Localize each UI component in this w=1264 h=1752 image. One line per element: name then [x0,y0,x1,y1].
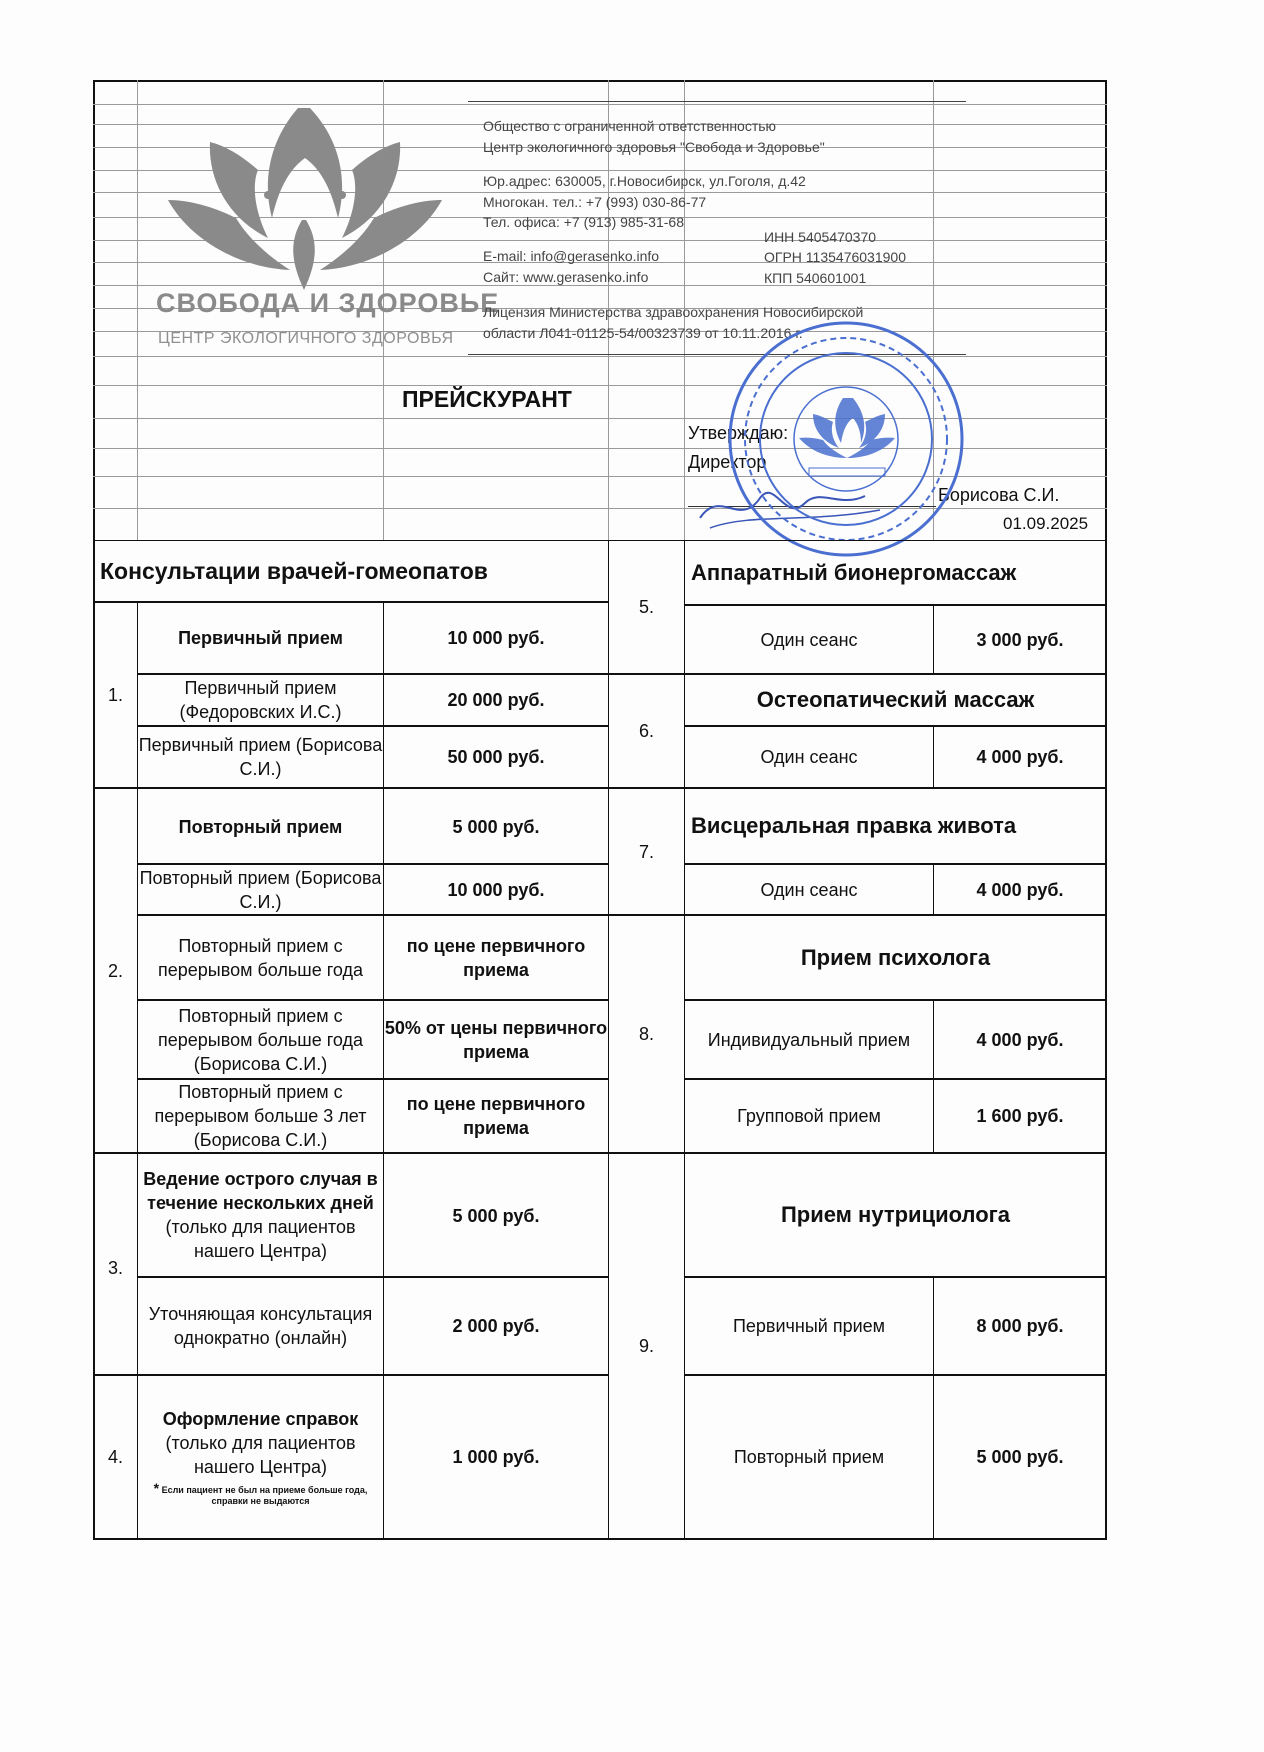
page-title: ПРЕЙСКУРАНТ [402,386,572,412]
logo-title: СВОБОДА И ЗДОРОВЬЕ [156,288,500,318]
section-title: Висцеральная правка живота [684,788,1107,864]
service-name: Повторный прием [137,788,384,864]
service-price: 10 000 руб. [383,864,609,915]
service-price: 3 000 руб. [933,605,1107,674]
service-name: Один сеанс [684,864,934,915]
service-name: Первичный прием (Федоровских И.С.) [137,674,384,726]
footnote [138,1479,383,1507]
org-license-2: области Л041-01125-54/00323739 от 10.11.2016 г. [483,325,803,341]
row-number: 6. [608,674,685,788]
org-inn: ИНН 5405470370 [764,229,877,245]
service-name-note: (только для пациентов нашего Центра) [165,1433,356,1477]
org-line-1: Общество с ограниченной ответственностью [483,118,777,134]
service-name: Повторный прием с перерывом больше 3 лет (Борисова С.И.) [137,1079,384,1153]
service-price: 4 000 руб. [933,726,1107,788]
org-site: Сайт: www.gerasenko.info [483,269,649,285]
service-name: Один сеанс [684,726,934,788]
approve-label: Утверждаю: [688,423,789,443]
org-phone-office: Тел. офиса: +7 (913) 985-31-68 [483,214,684,230]
org-email: E-mail: info@gerasenko.info [483,248,660,264]
service-price: 4 000 руб. [933,1000,1107,1079]
service-price: 20 000 руб. [383,674,609,726]
org-line-2: Центр экологичного здоровья "Свобода и Здоровье" [483,139,825,155]
service-price: 5 000 руб. [933,1375,1107,1539]
service-price: 10 000 руб. [383,602,609,674]
company-seal-stamp [725,318,967,560]
service-name: Уточняющая консультация однократно (онлайн) [137,1277,384,1375]
service-price: 50 000 руб. [383,726,609,788]
row-number: 7. [608,788,685,915]
footnote-mark: * [153,1480,160,1496]
service-name: Повторный прием с перерывом больше года (Борисова С.И.) [137,1000,384,1079]
service-price: 1 600 руб. [933,1079,1107,1153]
org-license-1: Лицензия Министерства здравоохранения Новосибирской [483,304,864,320]
row-number: 1. [93,602,138,788]
service-name: Повторный прием (Борисова С.И.) [137,864,384,915]
company-logo [150,100,500,360]
org-kpp: КПП 540601001 [764,270,867,286]
service-name-main: Ведение острого случая в течение нескольких дней [143,1169,378,1213]
section-title: Прием нутрициолога [684,1153,1107,1277]
service-price: по цене первичного приема [383,1079,609,1153]
service-name-note: (только для пациентов нашего Центра) [165,1217,356,1261]
director-label: Директор [688,452,767,472]
row-number: 8. [608,915,685,1153]
service-name: Повторный прием с перерывом больше года [137,915,384,1000]
org-address: Юр.адрес: 630005, г.Новосибирск, ул.Гоголя, д.42 [483,173,806,189]
row-number: 2. [93,788,138,1153]
org-ogrn: ОГРН 1135476031900 [764,249,906,265]
service-name: Групповой прием [684,1079,934,1153]
service-name-main: Оформление справок [162,1409,359,1429]
service-name: Повторный прием [684,1375,934,1539]
grid-line [137,80,138,540]
service-price: 5 000 руб. [383,1153,609,1277]
service-price: 5 000 руб. [383,788,609,864]
service-name [137,1375,384,1539]
service-name: Первичный прием [684,1277,934,1375]
director-name: Борисова С.И. [938,485,1060,505]
service-price: 1 000 руб. [383,1375,609,1539]
row-number: 3. [93,1153,138,1375]
lotus-logo-icon [150,100,460,300]
service-name: Индивидуальный прием [684,1000,934,1079]
service-price: 4 000 руб. [933,864,1107,915]
header-rule [468,101,966,102]
service-name: Первичный прием (Борисова С.И.) [137,726,384,788]
row-number: 9. [608,1153,685,1539]
service-name [137,1153,384,1277]
footnote-text: Если пациент не был на приеме больше года, справки не выдаются [161,1485,368,1506]
section-title: Остеопатический массаж [684,674,1107,726]
row-number: 5. [608,540,685,674]
section-title: Аппаратный бионергомассаж [684,540,1107,605]
service-price: по цене первичного приема [383,915,609,1000]
row-number: 4. [93,1375,138,1539]
service-price: 2 000 руб. [383,1277,609,1375]
org-phone-multi: Многокан. тел.: +7 (993) 030-86-77 [483,194,707,210]
service-price: 8 000 руб. [933,1277,1107,1375]
service-price: 50% от цены первичного приема [383,1000,609,1079]
service-name: Первичный прием [137,602,384,674]
section-title: Прием психолога [684,915,1107,1000]
service-name: Один сеанс [684,605,934,674]
logo-subtitle: ЦЕНТР ЭКОЛОГИЧНОГО ЗДОРОВЬЯ [158,330,454,347]
approval-date: 01.09.2025 [1003,514,1089,533]
section-title-homeopaths: Консультации врачей-гомеопатов [93,540,609,602]
